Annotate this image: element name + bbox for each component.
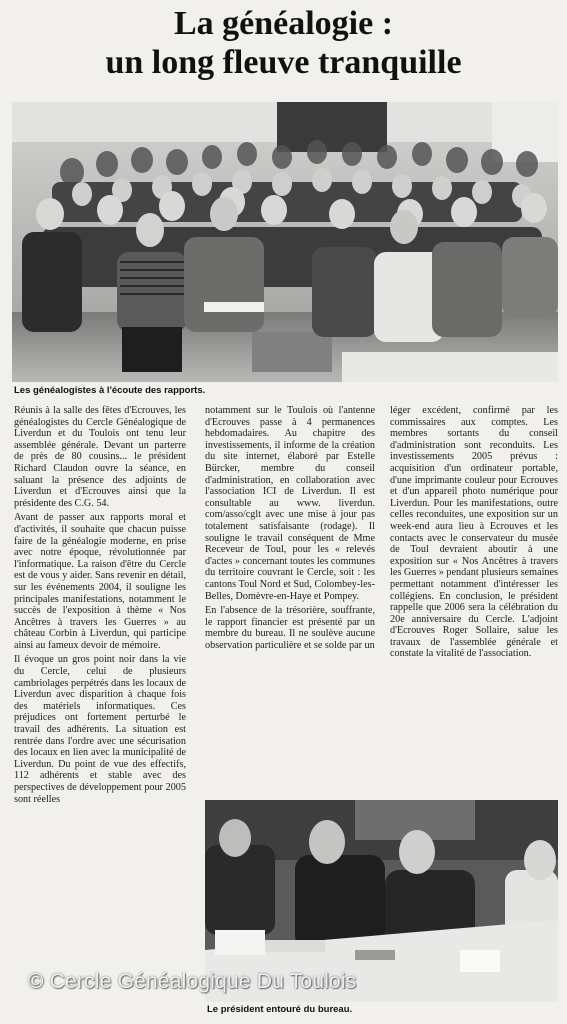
column-1-paragraph: Réunis à la salle des fêtes d'Ecrouves, les généalogistes du Cercle Généalogique de Liverdun et du Toulois ont tenu leur assemblée générale. Devant un parterre de près de 80 cousins... le président Richard Claudon ouvre la séance, en saluant la présence des adjoints de Liverdun et d'Ecrouves ainsi que la présidente des C.G. 54. [14, 405, 186, 509]
photo-caption-audience: Les généalogistes à l'écoute des rapports. [14, 385, 206, 396]
headline-line-2: un long fleuve tranquille [105, 44, 462, 81]
column-2-paragraph: En l'absence de la trésorière, souffrante, le rapport financier est présenté par un membre du bureau. Il ne soulève aucune observation particulière et se solde par un [205, 605, 375, 651]
column-2-paragraph: notamment sur le Toulois où l'antenne d'Ecrouves passe à 4 permanences hebdomadaires. Au chapitre des investissements, il informe de la création du site internet, élaboré par Estelle Bürcker, membre du conseil d'administration, en collaboration avec l'association ICI de Liverdun. Il est consultable au www. liverdun. com/asso/cglt avec une mise à jour pas totalement satisfaisante (rodage). Il souligne le travail conséquent de Mme Receveur de Toul, pour les « relevés d'actes » concernant toutes les communes du territoire couvrant le Cercle, soit : les cantons Toul Nord et Sud, Colombey-les-Belles, Domèvre-en-Haye et Pompey. [205, 405, 375, 602]
article-column-2 [205, 405, 375, 797]
headline [10, 4, 557, 82]
column-1-paragraph: Avant de passer aux rapports moral et d'activités, il souhaite que chacun puisse faire de la généalogie moderne, en prise avec notre époque, révolutionnée par l'informatique. La raison d'être du Cercle est de vous y aider. Sans revenir en détail, sur les événements 2004, il souligne les principales manifestations, notamment le succès de l'exposition à thème « Nos Ancêtres à travers les Guerres » au château Corbin à Liverdun, qui participe ainsi au fameux devoir de mémoire. [14, 512, 186, 651]
copyright-watermark: © Cercle Généalogique Du Toulois [28, 970, 357, 993]
column-3-paragraph: léger excédent, confirmé par les commissaires aux comptes. Les membres sortants du conseil d'administration sont reconduits. Les investissements 2005 prévus : acquisition d'un ordinateur portable, d'une imprimante couleur pour Ecrouves et d'un appareil photo numérique pour Liverdun. Pour les manifestations, outre celles reconduites, une exposition sur un week-end aura lieu à Ecrouves et les contacts avec le conservateur du musée de Toul devraient aboutir à une exposition sur « Nos Ancêtres à travers les Guerres » pendant plusieurs semaines permettant notamment d'intéresser les collégiens. En conclusion, le président rappelle que 2006 sera la célébration du 20e anniversaire du Cercle. L'adjoint d'Ecrouves Roger Sollaire, salue les travaux de l'assemblée générale et constate la vitalité de l'association. [390, 405, 558, 660]
article-column-3 [390, 405, 558, 797]
photo-caption-board: Le président entouré du bureau. [207, 1004, 353, 1015]
audience-photo [12, 102, 558, 382]
headline-line-1: La généalogie : [173, 5, 394, 42]
article-column-1 [14, 405, 186, 1017]
column-1-paragraph: Il évoque un gros point noir dans la vie du Cercle, celui de plusieurs cambriolages perpétrés dans les locaux de Liverdun avec disparition à chaque fois des matériels informatiques. Ces préjudices ont fortement perturbé le travail des adhérents. La situation est rentrée dans l'ordre avec une sécurisation des locaux en lien avec la municipalité de Liverdun. Du point de vue des effectifs, 112 adhérents et stable avec des perspectives de développement pour 2005 sont réelles [14, 654, 186, 805]
